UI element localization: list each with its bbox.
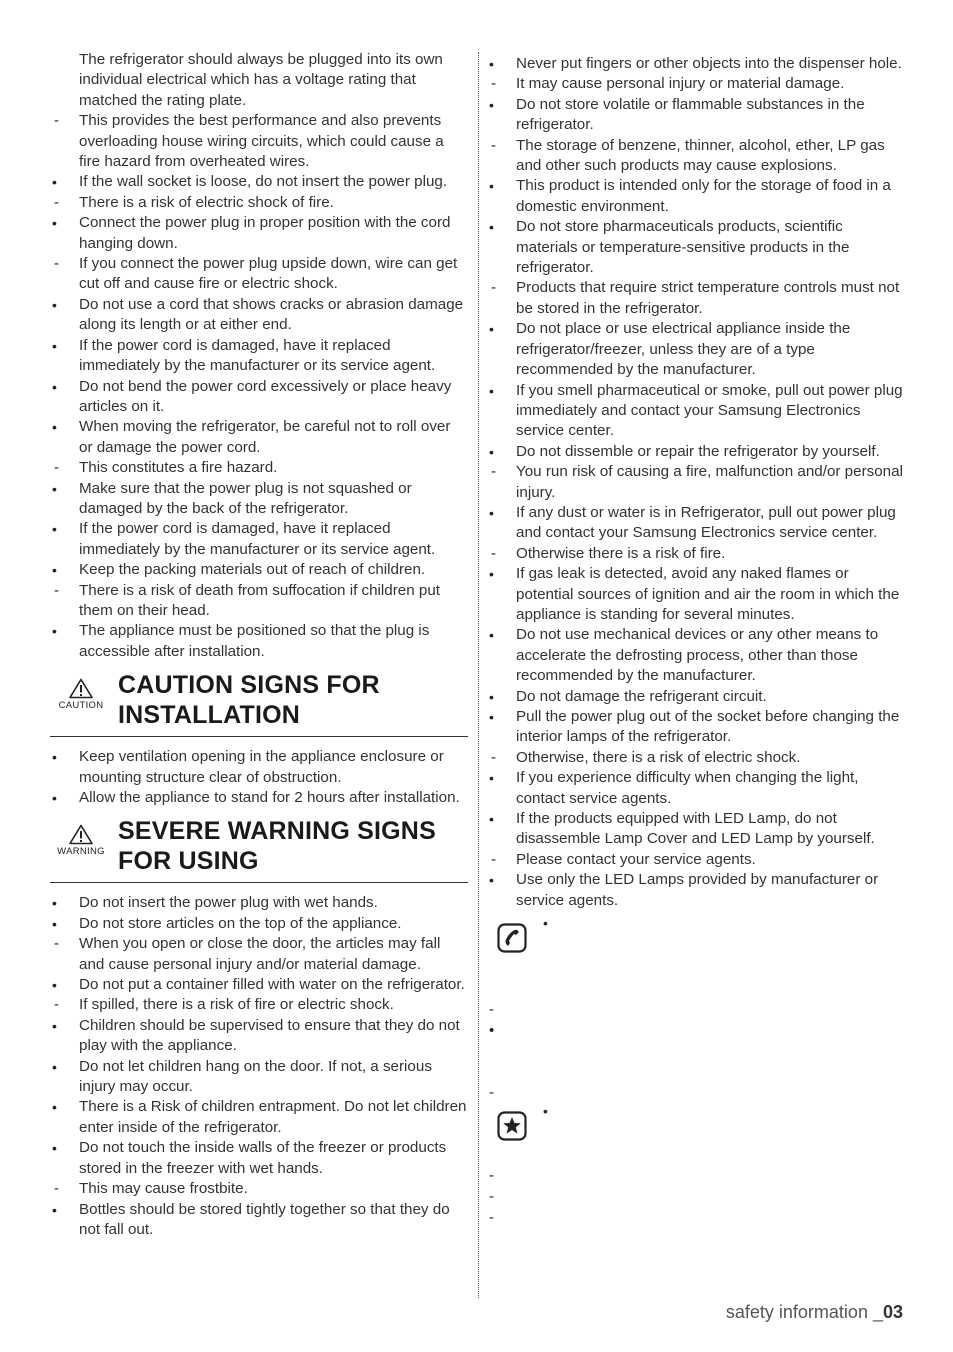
page-number: 03 <box>882 1302 903 1322</box>
list-item <box>50 519 468 560</box>
left-column <box>50 50 468 1240</box>
note-bullet: • <box>543 1103 548 1120</box>
star-note-block <box>487 1105 907 1167</box>
bullet-marker: • <box>52 337 57 354</box>
bullet-marker: • <box>52 215 57 232</box>
bullet-marker: • <box>52 480 57 497</box>
list-item-text: Otherwise, there is a risk of electric shock. <box>516 748 801 766</box>
list-item <box>487 319 907 380</box>
warning-list <box>50 893 468 1240</box>
bullet-marker: • <box>489 504 494 521</box>
list-item-text: Connect the power plug in proper position with the cord hanging down. <box>79 214 451 252</box>
dash-marker: - <box>491 544 496 562</box>
list-item-text: Do not use a cord that shows cracks or abrasion damage along its length or at either end. <box>79 295 464 334</box>
list-item-text: If the wall socket is loose, do not insert the power plug. <box>79 173 448 191</box>
list-item-text: You run risk of causing a fire, malfunction and/or personal injury. <box>516 463 903 501</box>
note-dash: - <box>489 1001 494 1019</box>
list-item-text: Allow the appliance to stand for 2 hours after installation. <box>79 789 460 806</box>
list-item <box>50 934 468 975</box>
bullet-marker: • <box>489 321 494 338</box>
warning-symbol-label: WARNING <box>57 846 105 858</box>
list-item <box>50 193 468 213</box>
list-item-text: If any dust or water is in Refrigerator, pull out power plug and contact your Samsung Electronics service center. <box>516 503 896 542</box>
list-item-text: This product is intended only for the storage of food in a domestic environment. <box>516 177 891 215</box>
list-item-text: This may cause frostbite. <box>79 1180 248 1198</box>
bullet-marker: • <box>52 296 57 313</box>
list-item <box>487 381 907 442</box>
note-bullet: • <box>489 1022 495 1040</box>
bullet-marker: • <box>489 811 494 828</box>
list-item <box>50 458 468 478</box>
list-item <box>50 479 468 520</box>
list-item <box>50 417 468 458</box>
bullet-marker: • <box>489 219 494 236</box>
bullet-marker: • <box>52 915 57 932</box>
bullet-marker: • <box>489 178 494 195</box>
note-bullet: • <box>543 915 548 932</box>
list-item <box>487 442 907 462</box>
dash-marker: - <box>491 75 496 93</box>
bullet-marker: • <box>52 419 57 436</box>
bullet-marker: • <box>489 56 494 72</box>
bullet-marker: • <box>489 382 494 399</box>
bullet-marker: • <box>489 709 494 725</box>
list-item <box>487 870 907 911</box>
dash-marker: - <box>491 748 496 766</box>
list-item <box>50 747 468 788</box>
list-item <box>50 621 468 662</box>
caution-section-title-line2: INSTALLATION <box>118 701 301 730</box>
star-note-icon <box>497 1111 527 1141</box>
list-item <box>487 625 907 686</box>
list-item <box>50 336 468 377</box>
list-item-text: The refrigerator should always be plugged into its own individual electrical which has a voltage rating that matched the rating plate. <box>79 51 443 109</box>
bullet-marker: • <box>52 749 57 766</box>
list-item <box>50 1200 468 1241</box>
list-item-text: Keep the packing materials out of reach of children. <box>79 561 426 579</box>
note-dash: - <box>489 1188 494 1206</box>
page-footer <box>726 1302 903 1323</box>
bullet-marker: • <box>489 443 494 460</box>
list-item-text: If spilled, there is a risk of fire or electric shock. <box>79 996 394 1014</box>
caution-list <box>50 747 468 808</box>
dash-marker: - <box>54 1180 59 1198</box>
list-item <box>487 707 907 748</box>
list-item <box>487 136 907 177</box>
list-item-text: Do not insert the power plug with wet hands. <box>79 894 378 912</box>
bullet-marker: • <box>52 378 57 395</box>
bullet-marker: • <box>489 627 494 644</box>
bullet-marker: • <box>52 174 57 191</box>
list-item <box>50 377 468 418</box>
list-item <box>50 581 468 622</box>
list-item <box>50 788 468 808</box>
dash-marker: - <box>54 255 59 273</box>
list-item-text: Do not store pharmaceuticals products, scientific materials or temperature-sensitive products in the refrigerator. <box>516 218 850 277</box>
list-item <box>50 213 468 254</box>
list-item-text: The appliance must be positioned so that the plug is accessible after installation. <box>79 622 430 660</box>
list-item <box>50 560 468 580</box>
right-list <box>487 54 907 911</box>
list-item <box>487 687 907 707</box>
list-item <box>50 1016 468 1057</box>
list-item <box>50 172 468 192</box>
list-item <box>50 1179 468 1199</box>
list-item-text: This provides the best performance and also prevents overloading house wiring circuits, which could cause a fire hazard from overheated wires. <box>79 112 444 171</box>
bullet-marker: • <box>52 562 57 579</box>
list-item-text: When moving the refrigerator, be careful not to roll over or damage the power cord. <box>79 418 451 456</box>
list-item-text: Otherwise there is a risk of fire. <box>516 544 726 562</box>
bullet-marker: • <box>52 977 57 994</box>
bullet-marker: • <box>489 566 494 583</box>
list-item-text: Do not dissemble or repair the refrigerator by yourself. <box>516 442 880 460</box>
caution-symbol-label: CAUTION <box>58 700 104 712</box>
column-divider <box>478 52 479 1298</box>
list-item <box>50 254 468 295</box>
list-item-text: The storage of benzene, thinner, alcohol, ether, LP gas and other such products may cause explosions. <box>516 136 885 175</box>
list-item <box>50 295 468 336</box>
list-item-text: Do not damage the refrigerant circuit. <box>516 687 767 705</box>
list-item-text: Never put fingers or other objects into the dispenser hole. <box>516 55 902 72</box>
list-item <box>50 111 468 172</box>
bullet-marker: • <box>489 688 494 705</box>
dash-marker: - <box>54 581 59 599</box>
list-item <box>487 54 907 74</box>
caution-triangle-icon <box>69 678 93 699</box>
list-item-text: Bottles should be stored tightly together so that they do not fall out. <box>79 1200 450 1238</box>
list-item <box>50 914 468 934</box>
list-item <box>50 1057 468 1098</box>
note-dash: - <box>489 1209 494 1227</box>
bullet-marker: • <box>489 872 494 889</box>
list-item-text: Keep ventilation opening in the appliance enclosure or mounting structure clear of obstruction. <box>79 748 444 786</box>
list-item-text: Do not bend the power cord excessively or place heavy articles on it. <box>79 377 452 415</box>
list-item-text: If gas leak is detected, avoid any naked flames or potential sources of ignition and air the room in which the appliance is standing for several minutes. <box>516 565 900 623</box>
list-item-text: Do not touch the inside walls of the freezer or products stored in the freezer with wet hands. <box>79 1139 447 1177</box>
list-item <box>487 748 907 768</box>
list-item <box>50 893 468 913</box>
list-item <box>487 503 907 544</box>
list-item-text: There is a Risk of children entrapment. Do not let children enter inside of the refrigerator. <box>79 1098 467 1136</box>
list-item <box>487 74 907 94</box>
bullet-marker: • <box>52 623 57 640</box>
dash-marker: - <box>54 459 59 477</box>
list-item-text: Pull the power plug out of the socket before changing the interior lamps of the refrigerator. <box>516 708 900 746</box>
warning-section-header <box>50 816 468 883</box>
bullet-marker: • <box>52 1201 57 1218</box>
list-item <box>50 975 468 995</box>
list-item <box>50 50 468 111</box>
list-item-text: Children should be supervised to ensure that they do not play with the appliance. <box>79 1016 460 1055</box>
list-item-text: If you connect the power plug upside down, wire can get cut off and cause fire or electric shock. <box>79 255 458 293</box>
list-item-text: Make sure that the power plug is not squashed or damaged by the back of the refrigerator. <box>79 479 412 517</box>
bullet-marker: • <box>489 770 494 787</box>
bullet-marker: • <box>52 1140 57 1157</box>
bullet-marker: • <box>52 895 57 912</box>
list-item-text: Do not use mechanical devices or any other means to accelerate the defrosting process, other than those recommended by the manufacturer. <box>516 626 879 685</box>
list-item-text: This constitutes a fire hazard. <box>79 459 278 477</box>
bullet-marker: • <box>489 96 494 113</box>
list-item-text: If the products equipped with LED Lamp, do not disassemble Lamp Cover and LED Lamp by yourself. <box>516 810 875 848</box>
caution-symbol <box>54 678 108 711</box>
list-item-text: If you smell pharmaceutical or smoke, pull out power plug immediately and contact your Samsung Electronics service center. <box>516 381 903 440</box>
list-item-text: If the power cord is damaged, have it replaced immediately by the manufacturer or its service agent. <box>79 336 436 375</box>
list-item <box>487 564 907 625</box>
list-item <box>50 995 468 1015</box>
list-item-text: There is a risk of electric shock of fire. <box>79 193 334 211</box>
list-item <box>487 278 907 319</box>
note-dash: - <box>489 1084 494 1102</box>
dash-marker: - <box>54 193 59 211</box>
list-item-text: Do not store volatile or flammable substances in the refrigerator. <box>516 95 865 134</box>
dash-marker: - <box>491 136 496 154</box>
list-item <box>487 768 907 809</box>
dash-marker: - <box>54 935 59 953</box>
list-item <box>487 850 907 870</box>
dash-marker: - <box>54 112 59 130</box>
dash-marker: - <box>491 279 496 297</box>
list-item <box>487 95 907 136</box>
bullet-marker: • <box>52 1017 57 1034</box>
bullet-marker: • <box>52 1058 57 1075</box>
caution-section-title-line1: CAUTION SIGNS FOR <box>118 671 380 700</box>
list-item-text: Do not place or use electrical appliance inside the refrigerator/freezer, unless they are of a type recommended by the manufacturer. <box>516 320 851 379</box>
bullet-marker: • <box>52 1099 57 1116</box>
footer-label: safety information _ <box>725 1302 883 1322</box>
list-item-text: When you open or close the door, the articles may fall and cause personal injury and/or material damage. <box>79 935 441 973</box>
list-item <box>487 544 907 564</box>
list-item-text: If the power cord is damaged, have it replaced immediately by the manufacturer or its service agent. <box>79 520 436 558</box>
list-item-text: Do not store articles on the top of the appliance. <box>79 914 402 932</box>
intro-list <box>50 50 468 662</box>
list-item <box>487 809 907 850</box>
list-item <box>487 217 907 278</box>
warning-triangle-icon <box>69 824 93 845</box>
list-item-text: Please contact your service agents. <box>516 850 756 868</box>
warning-symbol <box>54 824 108 857</box>
dash-marker: - <box>491 850 496 868</box>
warning-section-title-line2: FOR USING <box>118 847 259 876</box>
list-item <box>50 1097 468 1138</box>
warning-section-title-line1: SEVERE WARNING SIGNS <box>118 817 436 846</box>
right-column <box>487 54 907 1230</box>
bullet-marker: • <box>52 521 57 538</box>
note-dash: - <box>489 1167 494 1185</box>
phone-note-icon <box>497 923 527 953</box>
list-item <box>487 176 907 217</box>
list-item-text: There is a risk of death from suffocation if children put them on their head. <box>79 581 441 619</box>
list-item-text: Do not let children hang on the door. If not, a serious injury may occur. <box>79 1057 432 1096</box>
list-item-text: Products that require strict temperature controls must not be stored in the refrigerator. <box>516 279 900 317</box>
list-item-text: It may cause personal injury or material damage. <box>516 75 845 93</box>
list-item-text: Do not put a container filled with water on the refrigerator. <box>79 976 465 994</box>
dash-marker: - <box>54 996 59 1014</box>
list-item-text: If you experience difficulty when changing the light, contact service agents. <box>516 769 859 807</box>
list-item-text: Use only the LED Lamps provided by manufacturer or service agents. <box>516 871 879 909</box>
dash-marker: - <box>491 463 496 481</box>
phone-note-block <box>487 917 907 1001</box>
caution-section-header <box>50 670 468 737</box>
bullet-marker: • <box>52 790 57 806</box>
list-item <box>487 462 907 503</box>
list-item <box>50 1138 468 1179</box>
